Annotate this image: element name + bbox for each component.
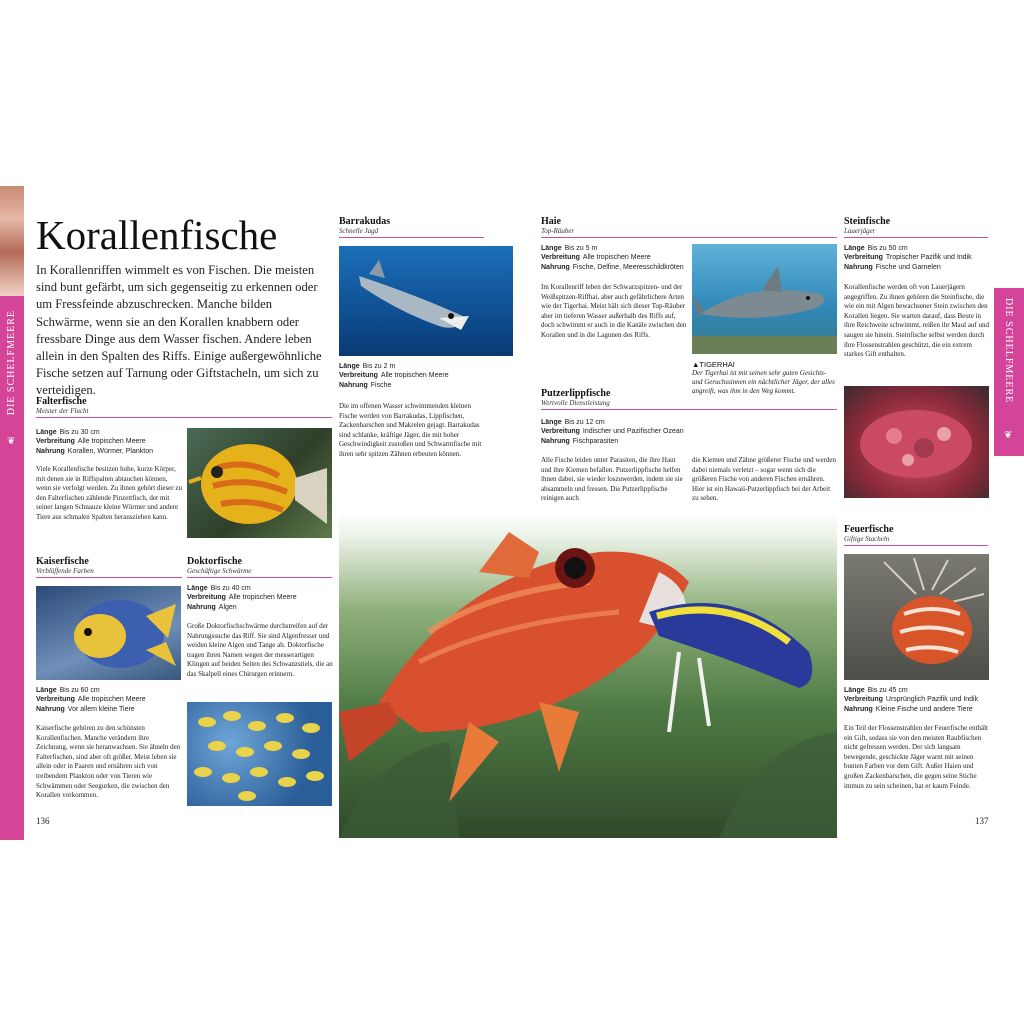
section-subtitle: Giftige Stacheln [844,535,890,543]
tiger-shark-photo [692,244,837,354]
section-steinfische [844,216,988,238]
section-feuerfische [844,524,988,546]
section-falterfische [36,396,332,418]
section-tab-label: DIE SCHELFMEERE [6,310,17,416]
stonefish-photo [844,386,989,498]
facts-steinfische: Länge Bis zu 50 cm Verbreitung Tropischer Pazifik und Indik Nahrung Fische und Garnelen [844,245,972,271]
facts-falterfische: Länge Bis zu 30 cm Verbreitung Alle tropischen Meere Nahrung Korallen, Würmer, Plankton [36,429,153,455]
section-kaiserfische [36,556,182,578]
stonefish-illustration [844,386,989,498]
surgeonfish-school-photo [187,702,332,806]
section-doktorfische [187,556,332,578]
section-barrakudas [339,216,484,238]
section-rule [844,545,988,546]
page-number-right: 137 [975,816,989,826]
facts-barrakudas: Länge Bis zu 2 m Verbreitung Alle tropischen Meere Nahrung Fische [339,363,449,389]
section-subtitle: Lauerjäger [844,227,876,235]
doktorfische-text: Große Doktorfischschwärme durchstreifen auf der Nahrungssuche das Riff. Sie sind Algenfresser und weiden kleine Algen und Tange ab. Doktorfische tragen ihren Namen wegen der messerartigen Klingen auf beiden Seiten des Schwanzstiels, die an das Skalpell eines Chirurgen erinnern. [187,622,333,678]
putzerlippfische-text-1: Alle Fische leiden unter Parasiten, die ihre Haut und ihre Kiemen befallen. Putzerlippfische helfen ihnen dabei, sie wieder loszuwerden, indem sie sie absammeln und fressen. Die Putzerlippfische reinigen auch [541,456,683,503]
section-title: Doktorfische [187,556,242,567]
butterflyfish-illustration [187,428,332,538]
tiger-shark-caption-title: ▲TIGERHAI [692,360,735,369]
goatfish-illustration [339,512,837,838]
section-rule [36,577,182,578]
section-title: Barrakudas [339,216,391,227]
section-subtitle: Verblüffende Farben [36,567,94,575]
leaf-icon-right: ❦ [1004,430,1013,441]
section-subtitle: Meister der Flucht [36,407,89,415]
facts-feuerfische: Länge Bis zu 45 cm Verbreitung Ursprünglich Pazifik und Indik Nahrung Kleine Fische und andere Tiere [844,687,979,713]
section-rule [36,417,332,418]
section-rule [541,409,837,410]
section-rule [541,237,837,238]
barracuda-photo [339,246,513,356]
falterfische-text: Viele Korallenfische besitzen hohe, kurze Körper, mit denen sie in Riffspalten abtauchen können, wenn sie verfolgt werden. Zu ihnen gehört dieser zu den Falterfischen zählende Pinzettfisch, der mit seiner langen Schnauze kleine Würmer und andere Tiere aus schmalen Spalten herausziehen kann. [36,465,182,521]
tiger-shark-illustration [692,244,837,354]
section-title: Haie [541,216,561,227]
section-rule [844,237,988,238]
section-title: Putzerlippfische [541,388,611,399]
section-tab-label-right: DIE SCHELFMEERE [1003,298,1014,404]
facts-kaiserfische: Länge Bis zu 60 cm Verbreitung Alle tropischen Meere Nahrung Vor allem kleine Tiere [36,687,146,713]
kaiserfische-text: Kaiserfische gehören zu den schönsten Korallenfischen. Manche verändern ihre Zeichnung, wenn sie heranwachsen. Sie ähneln den Falterfischen, sind aber oft größer. Meist leben sie allein oder in Paaren und ernähren sich von treibendem Plankton oder von Tieren wie Schwämmen oder Seegurken, die zwischen den Korallen vorkommen. [36,724,181,800]
page-number-left: 136 [36,816,50,826]
facts-putzerlippfische: Länge Bis zu 12 cm Verbreitung Indischer und Pazifischer Ozean Nahrung Fischparasiten [541,419,684,445]
steinfische-text: Korallenfische werden oft von Lauerjägern angegriffen. Zu ihnen gehören die Steinfische, die wie ein mit Algen bewachsener Stein zwischen den Korallen liegen. Sie warten darauf, dass Beute in ihre Reichweite schwimmt, reißen ihr Maul auf und saugen sie hinein. Steinfische selbst werden durch ihre Flossenstrahlen geschützt, die ein extrem starkes Gift enthalten. [844,283,990,359]
intro-text: In Korallenriffen wimmelt es von Fischen. Die meisten sind bunt gefärbt, um sich gegenseitig zu erkennen oder um Fressfeinde abzuschrecken. Manche bilden Schwärme, wenn sie an den Korallen knabbern oder fressbare Dinge aus dem Wasser fischen. Andere leben allein in den Spalten des Riffs. Einige außergewöhnliche Fische setzen auf Tarnung oder Giftstacheln, um sich zu verteidigen. [36,263,322,398]
haie-text: Im Korallenriff leben der Schwarzspitzen- und der Weißspitzen-Riffhai, aber auch gefährlichere Arten wie der Tigerhai. Meist hält sich dieser Top-Räuber aber im tieferen Wasser außerhalb des Riffs auf, doch schwimmt er auch in die Kanäle zwischen den Korallen und in die Lagunen des Riffs. [541,283,687,339]
coral-edge-strip [0,186,24,296]
leaf-icon: ❦ [7,436,16,447]
section-subtitle: Top-Räuber [541,227,575,235]
page-title: Korallenfische [36,212,278,258]
section-rule [187,577,332,578]
section-tab-left[interactable] [0,296,24,840]
section-putzerlippfische [541,388,687,410]
section-subtitle: Schnelle Jagd [339,227,379,235]
section-title: Feuerfische [844,524,894,535]
section-tab-right[interactable] [994,288,1024,456]
surgeonfish-school-illustration [187,702,332,806]
section-subtitle: Wertvolle Dienstleistung [541,399,610,407]
tiger-shark-caption-text: Der Tigerhai ist mit seinen sehr guten Gesichts- und Geruchssinnen ein nächtlicher Jäger, der alles angreift, was ihm in den Weg kommt. [692,369,835,395]
section-subtitle: Geschäftige Schwärme [187,567,252,575]
section-rule [339,237,484,238]
angelfish-illustration [36,586,181,680]
lionfish-photo [844,554,989,680]
section-title: Steinfische [844,216,891,227]
butterflyfish-photo [187,428,332,538]
facts-doktorfische: Länge Bis zu 40 cm Verbreitung Alle tropischen Meere Nahrung Algen [187,585,297,611]
section-title: Kaiserfische [36,556,89,567]
section-haie [541,216,837,238]
lionfish-illustration [844,554,989,680]
angelfish-photo [36,586,181,680]
feuerfische-text: Ein Teil der Flossenstrahlen der Feuerfische enthält ein Gift, sodass sie von den meisten Raubfischen nicht gefressen werden. Der sich langsam bewegende, geschickte Jäger warnt mit seinen bunten Farben vor dem Gift. Außer Haien und großen Zackenbarschen, die gegen seine Stiche immun zu sein scheinen, hat er kaum Feinde. [844,724,989,790]
facts-haie: Länge Bis zu 5 m Verbreitung Alle tropischen Meere Nahrung Fische, Delfine, Meeresschildkröten [541,245,684,271]
barrakudas-text: Die im offenen Wasser schwimmenden kleinen Fische werden von Barrakudas, Lippfischen, Zackenbarschen und Makrelen gejagt. Barrakudas sind schlanke, kräftige Jäger, die mit hoher Geschwindigkeit zustoßen und Schwarmfische mit ihren sehr spitzen Zähnen erbeuten können. [339,402,482,458]
barracuda-illustration [339,246,513,356]
putzerlippfische-text-2: die Kiemen und Zähne größerer Fische und werden dabei niemals verletzt – sogar wenn sich die größeren Fische von anderen Fischen ernähren. Hier ist ein Hawaii-Putzerlippfisch bei der Arbeit zu sehen. [692,456,837,503]
section-title: Falterfische [36,396,87,407]
cleaner-wrasse-main-photo [339,512,837,838]
